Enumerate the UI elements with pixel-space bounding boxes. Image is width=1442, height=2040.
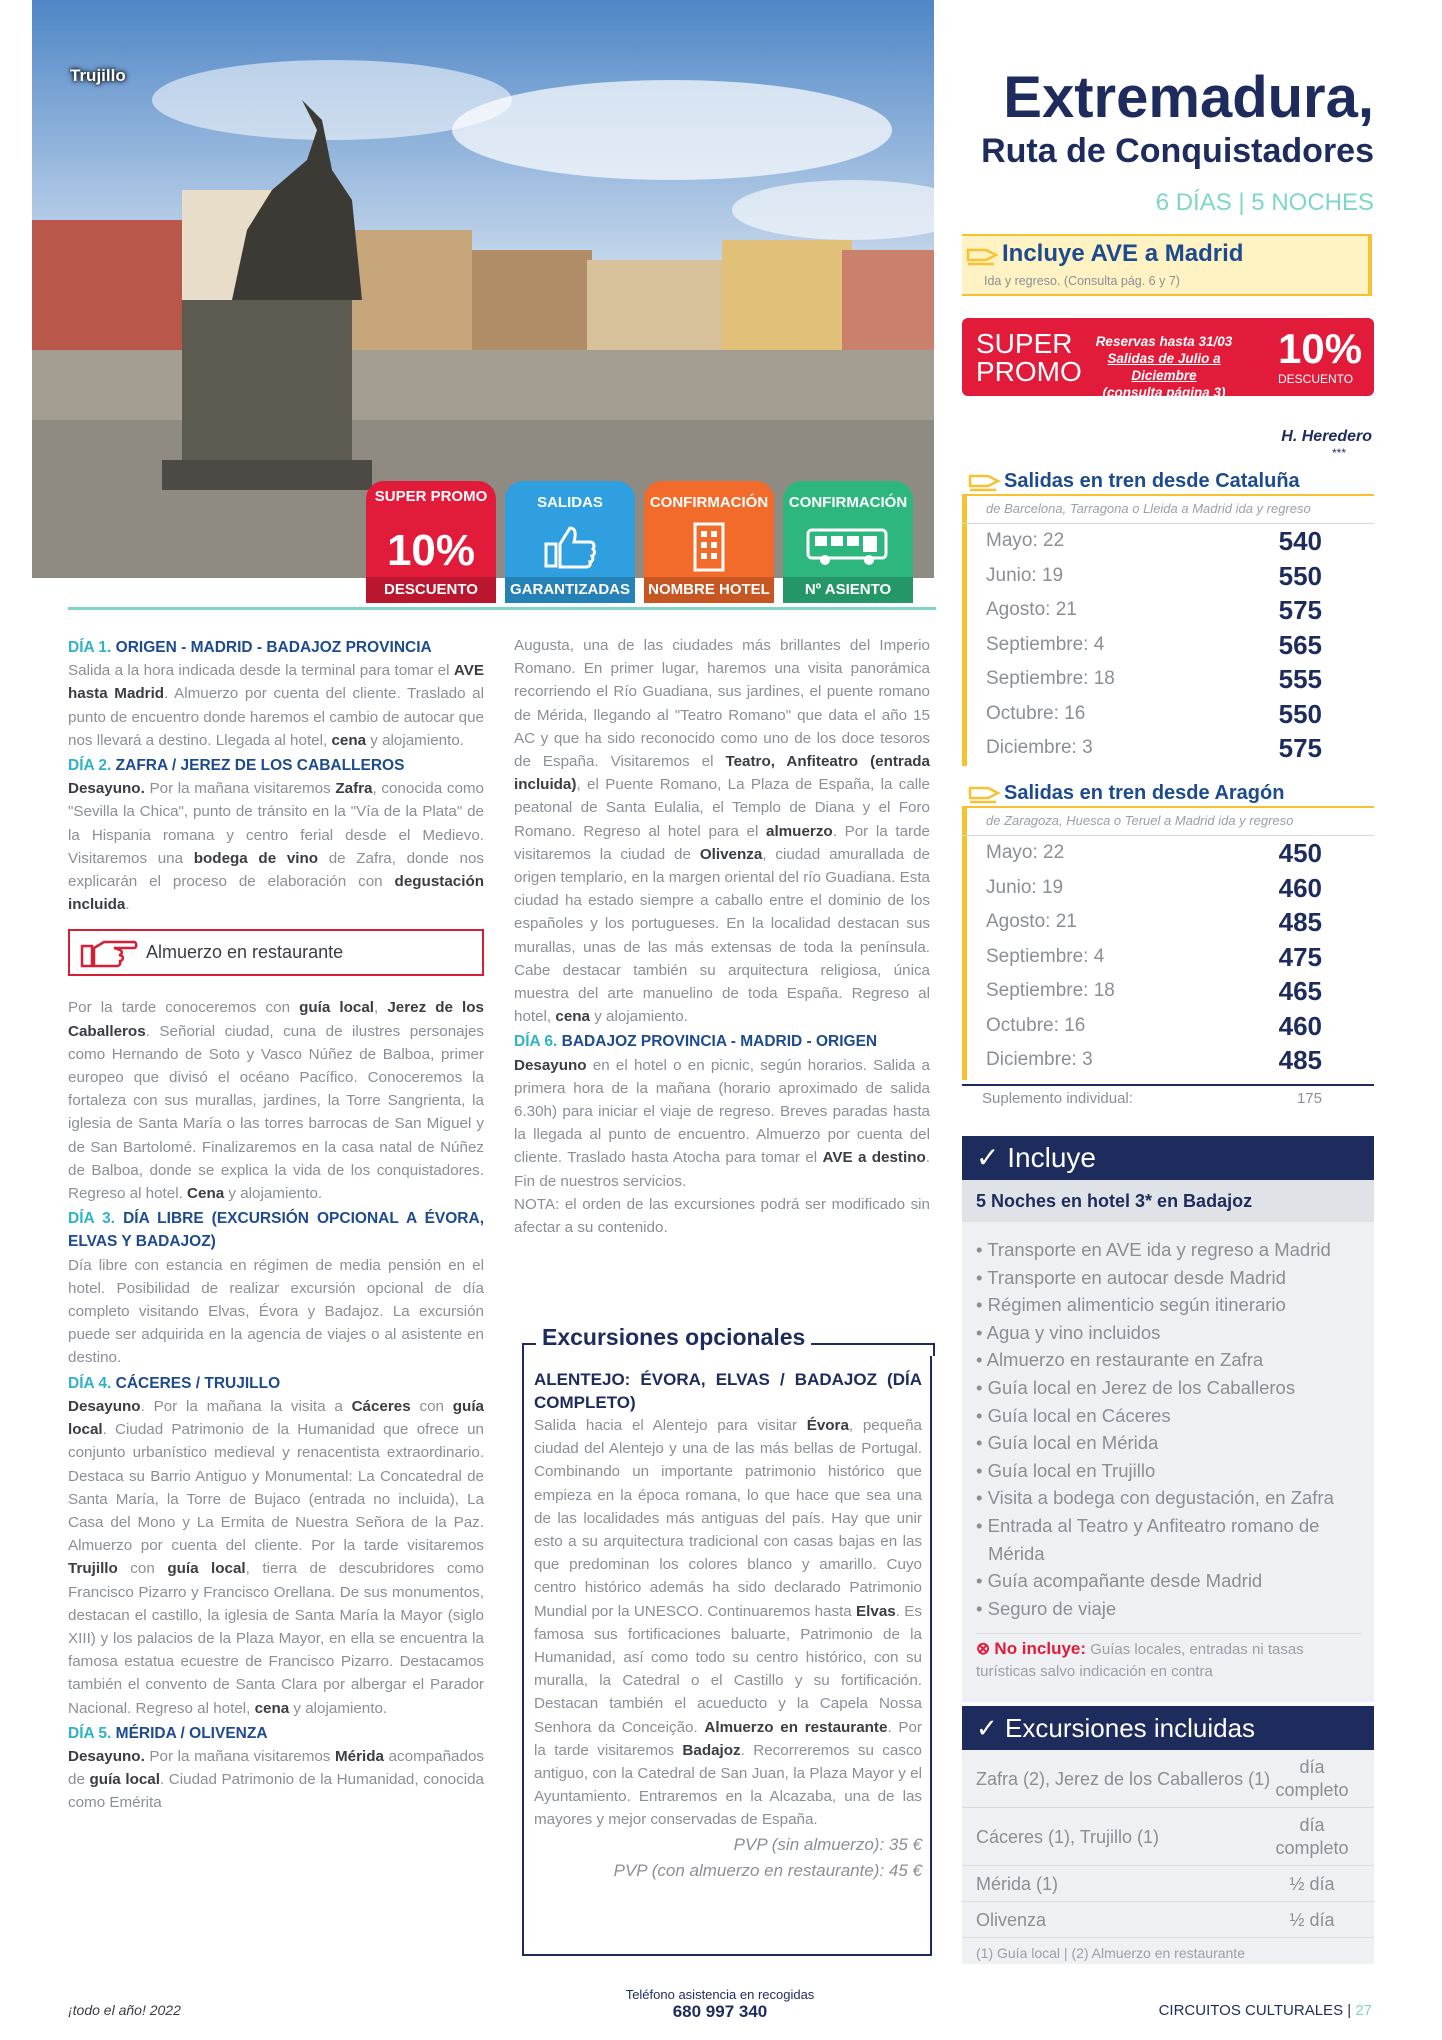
day-number: DÍA 5. xyxy=(68,1724,112,1742)
list-item: • Guía local en Mérida xyxy=(976,1429,1364,1457)
table-row xyxy=(962,1866,1374,1902)
departure-price: 460 xyxy=(1278,872,1322,903)
departure-price: 460 xyxy=(1278,1010,1322,1041)
day-heading xyxy=(68,1372,484,1395)
day-number: DÍA 2. xyxy=(68,757,112,775)
list-item: • Entrada al Teatro y Anfiteatro romano de Mérida xyxy=(976,1512,1364,1567)
check-icon: ✓ xyxy=(976,1713,998,1743)
thumbs-up-icon xyxy=(505,521,635,573)
list-item: • Almuerzo en restaurante en Zafra xyxy=(976,1346,1364,1374)
list-item: • Transporte en AVE ida y regreso a Madrid xyxy=(976,1236,1364,1264)
badge-confirmacion-asiento xyxy=(783,481,913,603)
pvp-sin-almuerzo: PVP (sin almuerzo): 35 € xyxy=(733,1834,922,1854)
badge-top: SALIDAS xyxy=(537,494,603,511)
no-incluye-text: Guías locales, entradas ni tasas turísticas salvo indicación en contra xyxy=(976,1641,1304,1680)
no-incluye-icon: ⊗ xyxy=(976,1639,991,1658)
excursion-name: Zafra (2), Jerez de los Caballeros (1) xyxy=(976,1769,1271,1789)
incluye-title: Incluye xyxy=(1007,1142,1096,1173)
suplemento-individual xyxy=(982,1090,1322,1107)
day-text: Desayuno. Por la mañana la visita a Cáceres con guía local. Ciudad Patrimonio de la Humanidad que ofrece un conjunto urbanístico medieval y renacentista extraordinario. Destaca su Barrio Antiguo y Monumental: La Concatedral de Santa María, la Torre de Bujaco (entrada no incluida), La Casa del Mono y La Ermita de Nuestra Señora de la Paz. Almuerzo por cuenta del cliente. Por la tarde visitaremos Trujillo con guía local, tierra de descubridores como Francisco Pizarro y Francisco Orellana. De sus monumentos, destacan el castillo, la iglesia de Santa María la Mayor (siglo XIII) y los palacios de la Plaza Mayor, en ella se encuentra la famosa estatua ecuestre de Francisco Pizarro. Destacamos también el convento de Santa Clara por albergar el Parador Nacional. Regreso al hotel, cena y alojamiento. xyxy=(68,1397,484,1717)
departure-row xyxy=(962,662,1374,697)
day-heading xyxy=(68,1207,484,1253)
badge-bottom: NOMBRE HOTEL xyxy=(644,577,774,603)
promo-percent: 10% xyxy=(1278,325,1363,372)
day-text: Desayuno. Por la mañana visitaremos Mérida acompañados de guía local. Ciudad Patrimonio de la Humanidad, conocida como Emérita xyxy=(68,1747,484,1812)
excursion-subtitle: ALENTEJO: ÉVORA, ELVAS / BADAJOZ (DÍA COMPLETO) xyxy=(534,1370,922,1412)
departure-row xyxy=(962,836,1374,871)
day-text: Salida a la hora indicada desde la terminal para tomar el AVE hasta Madrid. Almuerzo por cuenta del cliente. Traslado al punto de encuentro donde haremos el cambio de autocar que nos llevará a destino. Llegada al hotel, cena y alojamiento. xyxy=(68,662,484,749)
pvp-con-almuerzo: PVP (con almuerzo en restaurante): 45 € xyxy=(613,1860,922,1880)
badge-salidas xyxy=(505,481,635,603)
cataluna-title: Salidas en tren desde Cataluña xyxy=(1004,470,1300,492)
suplemento-label: Suplemento individual: xyxy=(982,1090,1133,1107)
excursion-duration: ½ día xyxy=(1289,1910,1335,1930)
departure-price: 565 xyxy=(1278,629,1322,660)
list-item: • Guía local en Trujillo xyxy=(976,1457,1364,1485)
incluye-box xyxy=(962,1136,1374,1702)
departure-row xyxy=(962,697,1374,732)
promo-line-1: Reservas hasta 31/03 xyxy=(1095,334,1233,349)
hotel-stars: *** xyxy=(1331,446,1346,460)
day-text: Desayuno en el hotel o en picnic, según horarios. Salida a primera hora de la mañana (horario aproximado de salida 6.30h) para iniciar el viaje de regreso. Breves paradas hasta la llegada al punto de encuentro. Almuerzo por cuenta del cliente. Traslado hasta Atocha para tomar el AVE a destino. Fin de nuestros servicios. xyxy=(514,1056,930,1190)
footer-right xyxy=(1159,2002,1372,2019)
list-item: • Visita a bodega con degustación, en Zafra xyxy=(976,1484,1364,1512)
feature-badges xyxy=(366,481,916,603)
no-incluye-label: No incluye: xyxy=(994,1639,1087,1658)
aragon-title: Salidas en tren desde Aragón xyxy=(1004,782,1285,804)
excursiones-incluidas-title: Excursiones incluidas xyxy=(1005,1713,1256,1743)
pointing-hand-icon xyxy=(80,938,138,968)
badge-bottom: DESCUENTO xyxy=(366,577,496,603)
badge-top: CONFIRMACIÓN xyxy=(788,494,908,511)
departure-date: Septiembre: 18 xyxy=(986,668,1115,689)
departure-price: 575 xyxy=(1278,595,1322,625)
departure-row xyxy=(962,871,1374,906)
departure-date: Septiembre: 4 xyxy=(986,633,1105,655)
excursiones-incluidas-box xyxy=(962,1706,1374,1964)
departure-row xyxy=(962,940,1374,975)
promo-label-1: SUPER xyxy=(976,328,1073,359)
promo-desc: DESCUENTO xyxy=(1278,372,1354,386)
badge-top: SUPER PROMO xyxy=(374,488,488,505)
day-heading xyxy=(68,1722,484,1745)
departure-date: Mayo: 22 xyxy=(986,842,1065,863)
day-text: Desayuno. Por la mañana visitaremos Zafra, conocida como "Sevilla la Chica", punto de tránsito en la "Vía de la Plata" de la Hispania romana y centro ferial desde el Medievo. Visitaremos una bodega de vino de Zafra, donde nos explicarán el proceso de elaboración con degustación incluida. xyxy=(68,780,485,914)
departure-date: Diciembre: 3 xyxy=(986,1049,1093,1070)
departure-date: Septiembre: 4 xyxy=(986,945,1105,967)
day-text: Día libre con estancia en régimen de media pensión en el hotel. Posibilidad de realizar excursión opcional de día completo visitando Elvas, Évora y Badajoz. La excursión puede ser adquirida en la agencia de viajes o al asistente en destino. xyxy=(68,1256,484,1367)
no-incluye xyxy=(976,1633,1361,1683)
train-arrow-icon xyxy=(968,470,1002,494)
duration: 6 DÍAS | 5 NOCHES xyxy=(1155,189,1374,216)
itinerary-column-2 xyxy=(514,634,930,1239)
excursiones-opcionales-title: Excursiones opcionales xyxy=(536,1324,811,1351)
departure-date: Mayo: 22 xyxy=(986,530,1065,551)
day-title: ZAFRA / JEREZ DE LOS CABALLEROS xyxy=(115,757,405,775)
excursiones-opcionales-box xyxy=(522,1324,932,1956)
phone-number: 680 997 340 xyxy=(672,2002,768,2021)
departure-row xyxy=(962,559,1374,594)
day-heading xyxy=(68,636,484,659)
cataluna-subtitle: de Barcelona, Tarragona o Lleida a Madrid ida y regreso xyxy=(962,496,1374,524)
departure-price: 450 xyxy=(1278,838,1322,868)
day-number: DÍA 1. xyxy=(68,639,112,656)
building-icon xyxy=(644,521,774,573)
departure-date: Diciembre: 3 xyxy=(986,737,1093,758)
almuerzo-label: Almuerzo en restaurante xyxy=(146,942,344,963)
day-text: Augusta, una de las ciudades más brillantes del Imperio Romano. En primer lugar, haremos una visita panorámica recorriendo el Río Guadiana, sus jardines, el puente romano de Mérida, llegando al "Teatro Romano" que data el año 15 AC y que ha sido reconocido como uno de los doce tesoros de España. Visitaremos el Teatro, Anfiteatro (entrada incluida), el Puente Romano, La Plaza de España, la calle peatonal de Santa Eulalia, el Templo de Diana y el Foro Romano. Regreso al hotel para el almuerzo. Por la tarde visitaremos la ciudad de Olivenza, ciudad amurallada de origen templario, en la margen oriental del río Guadiana. Esta ciudad ha estado siempre a caballo entre el dominio de los españoles y los portugueses. En la localidad destacan sus murallas, unas de las más extensas de toda la península. Cabe destacar también su arquitectura religiosa, única muestra del arte manuelino de toda España. Regreso al hotel, cena y alojamiento. xyxy=(514,637,930,1026)
promo-line-3: (consulta página 3) xyxy=(1102,385,1226,400)
departure-row xyxy=(962,974,1374,1009)
excursion-duration: día completo xyxy=(1275,1757,1349,1800)
excursion-duration: día completo xyxy=(1275,1815,1349,1858)
departure-row xyxy=(962,628,1374,663)
departure-price: 485 xyxy=(1278,1045,1322,1075)
table-row xyxy=(962,1750,1374,1808)
departure-row xyxy=(962,905,1374,940)
list-item: • Guía acompañante desde Madrid xyxy=(976,1567,1364,1595)
incluye-header xyxy=(962,1136,1374,1180)
incluye-list xyxy=(962,1222,1374,1622)
list-item: • Régimen alimenticio según itinerario xyxy=(976,1291,1364,1319)
super-promo-banner xyxy=(962,318,1374,400)
list-item: • Guía local en Cáceres xyxy=(976,1402,1364,1430)
departure-price: 550 xyxy=(1278,560,1322,591)
promo-label-2: PROMO xyxy=(976,356,1082,387)
page-title: Extremadura, xyxy=(1003,65,1374,130)
photo-caption: Trujillo xyxy=(70,66,126,85)
departure-date: Agosto: 21 xyxy=(986,911,1077,932)
salidas-cataluna xyxy=(962,468,1374,768)
day-title: BADAJOZ PROVINCIA - MADRID - ORIGEN xyxy=(561,1033,878,1051)
excursion-duration: ½ día xyxy=(1289,1874,1335,1894)
ave-subtitle: Ida y regreso. (Consulta pág. 6 y 7) xyxy=(984,274,1180,288)
ave-title: Incluye AVE a Madrid xyxy=(1002,240,1244,267)
itinerary-column-1 xyxy=(68,634,484,1815)
departure-row xyxy=(962,1009,1374,1044)
train-arrow-icon xyxy=(966,242,1000,268)
day-number: DÍA 3. xyxy=(68,1210,116,1228)
departure-row xyxy=(962,731,1374,766)
nota-text: NOTA: el orden de las excursiones podrá ser modificado sin afectar a su contenido. xyxy=(514,1195,930,1237)
badge-super-promo xyxy=(366,481,496,603)
promo-line-2: Salidas de Julio a Diciembre xyxy=(1107,351,1221,383)
list-item: • Guía local en Jerez de los Caballeros xyxy=(976,1374,1364,1402)
departure-price: 540 xyxy=(1278,526,1322,556)
excursiones-footnote: (1) Guía local | (2) Almuerzo en restaurante xyxy=(976,1945,1245,1961)
badge-value: 10% xyxy=(386,526,476,575)
day-heading xyxy=(514,1030,930,1053)
excursiones-incluidas-header xyxy=(962,1706,1374,1750)
departure-row xyxy=(962,524,1374,559)
day-number: DÍA 6. xyxy=(514,1033,558,1051)
departure-row xyxy=(962,593,1374,628)
salidas-aragon xyxy=(962,780,1374,1086)
train-arrow-icon xyxy=(968,782,1002,806)
excursion-text: Salida hacia el Alentejo para visitar Évora, pequeña ciudad del Alentejo y una de las más bellas de Portugal. Combinando un importante patrimonio histórico que empieza en la época romana, lo que hace que sea una de las localidades más antiguas del país. Hay que unir esto a su arquitectura tradicional con casas bajas en las que predominan los colores blanco y amarillo. Cuyo centro histórico además ha sido declarado Patrimonio Mundial por la UNESCO. Continuaremos hasta Elvas. Es famosa sus fortificaciones baluarte, Patrimonio de la Humanidad, así como todo su centro histórico, con su muralla, la Catedral o el Castillo y su fortificación. Destacan también el acueducto y la Capela Nossa Senhora da Conceição. Almuerzo en restaurante. Por la tarde visitaremos Badajoz. Recorreremos su casco antiguo, con la Catedral de San Juan, la Plaza Mayor y el Ayuntamiento. Entraremos en la Alcazaba, una de las mayores y mejor conservadas de España. xyxy=(534,1417,922,1829)
incluye-hotel: 5 Noches en hotel 3* en Badajoz xyxy=(962,1180,1374,1222)
day-text: Por la tarde conoceremos con guía local, Jerez de los Caballeros. Señorial ciudad, cuna de ilustres personajes como Hernando de Soto y Vasco Núñez de Balboa, primer europeo que divisó el océano Pacífico. Conoceremos la fortaleza con sus murallas, jardines, la Torre Sangrienta, la iglesia de Santa María o las torres barrocas de San Miguel y de San Bartolomé. Finalizaremos en la casa natal de Núñez de Balboa, donde se explica la vida de los conquistadores. Regreso al hotel. Cena y alojamiento. xyxy=(68,999,484,1203)
footer-phone-block xyxy=(600,1988,840,2022)
day-title: DÍA LIBRE (EXCURSIÓN OPCIONAL A ÉVORA, ELVAS Y BADAJOZ) xyxy=(68,1210,484,1251)
day-title: ORIGEN - MADRID - BADAJOZ PROVINCIA xyxy=(115,639,432,656)
divider xyxy=(68,607,936,610)
table-row xyxy=(962,1902,1374,1938)
departure-price: 555 xyxy=(1278,664,1322,694)
day-title: CÁCERES / TRUJILLO xyxy=(115,1374,281,1392)
badge-top: CONFIRMACIÓN xyxy=(649,494,769,511)
almuerzo-box xyxy=(68,929,484,976)
excursion-name: Cáceres (1), Trujillo (1) xyxy=(976,1827,1160,1847)
departure-price: 475 xyxy=(1278,941,1322,972)
suplemento-value: 175 xyxy=(1296,1090,1322,1107)
page-subtitle: Ruta de Conquistadores xyxy=(981,132,1374,170)
badge-confirmacion-hotel xyxy=(644,481,774,603)
departure-date: Octubre: 16 xyxy=(986,1014,1086,1036)
departure-date: Septiembre: 18 xyxy=(986,980,1115,1001)
departure-date: Octubre: 16 xyxy=(986,702,1086,724)
excursion-name: Olivenza xyxy=(976,1910,1047,1930)
day-number: DÍA 4. xyxy=(68,1374,112,1392)
departure-date: Junio: 19 xyxy=(986,876,1064,898)
aragon-subtitle: de Zaragoza, Huesca o Teruel a Madrid ida y regreso xyxy=(962,808,1374,836)
badge-bottom: Nº ASIENTO xyxy=(783,577,913,603)
list-item: • Transporte en autocar desde Madrid xyxy=(976,1264,1364,1292)
phone-label: Teléfono asistencia en recogidas xyxy=(625,1987,815,2002)
page-number: 27 xyxy=(1355,2002,1372,2019)
departure-price: 575 xyxy=(1278,733,1322,763)
list-item: • Agua y vino incluidos xyxy=(976,1319,1364,1347)
excursion-name: Mérida (1) xyxy=(976,1874,1059,1894)
day-heading xyxy=(68,754,484,777)
check-icon: ✓ xyxy=(976,1142,1000,1173)
hotel-name: H. Heredero xyxy=(1281,428,1372,445)
bus-icon xyxy=(783,521,913,573)
departure-price: 465 xyxy=(1278,976,1322,1006)
departure-date: Agosto: 21 xyxy=(986,599,1077,620)
table-row xyxy=(962,1808,1374,1866)
badge-bottom: GARANTIZADAS xyxy=(505,577,635,603)
footer-left: ¡todo el año! 2022 xyxy=(68,2002,181,2018)
ave-box xyxy=(962,234,1372,296)
day-title: MÉRIDA / OLIVENZA xyxy=(115,1724,268,1742)
section-name: CIRCUITOS CULTURALES | xyxy=(1158,2002,1356,2019)
departure-price: 550 xyxy=(1278,698,1322,729)
departure-price: 485 xyxy=(1278,907,1322,937)
list-item: • Seguro de viaje xyxy=(976,1595,1364,1623)
departure-date: Junio: 19 xyxy=(986,564,1064,586)
departure-row xyxy=(962,1043,1374,1078)
